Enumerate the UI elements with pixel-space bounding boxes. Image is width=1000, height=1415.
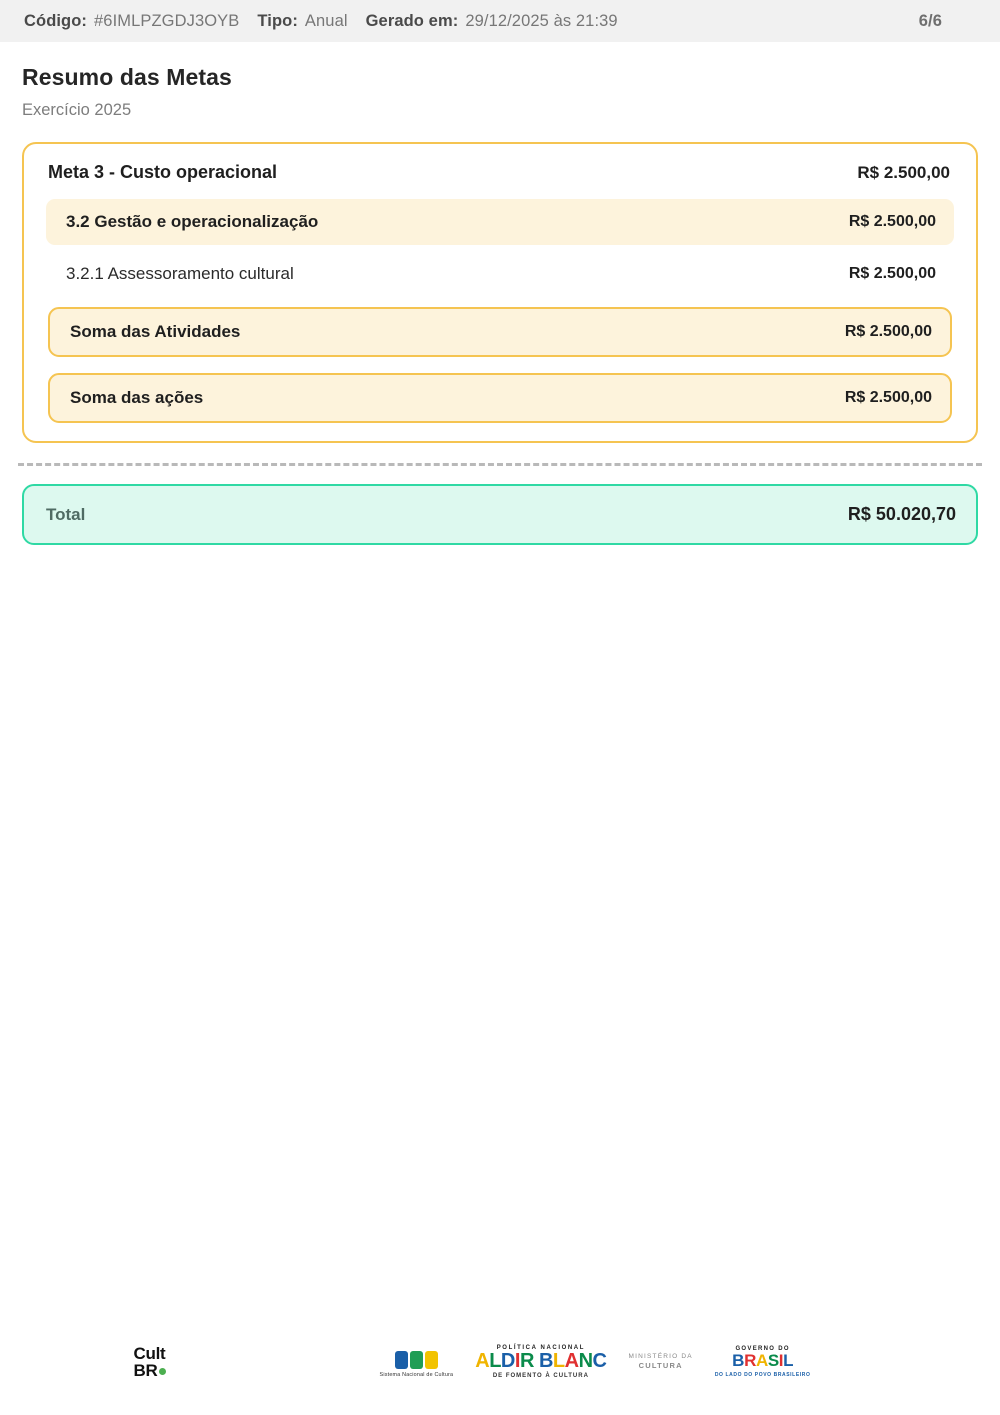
page-subtitle: Exercício 2025: [22, 101, 132, 119]
ministerio-line1: MINISTÉRIO DA: [628, 1353, 693, 1361]
cultbr-dot-icon: [159, 1368, 166, 1375]
aldir-blanc-wordmark: ALDIR BLANC: [475, 1350, 607, 1372]
cultbr-line2: BR: [133, 1361, 158, 1380]
footer-left: [0, 1345, 300, 1380]
total-label: Total: [46, 504, 86, 524]
subgoal-name: 3.2 Gestão e operacionalização: [66, 212, 319, 231]
tipo-value: Anual: [304, 11, 348, 30]
codigo-value: #6IMLPZGDJ3OYB: [94, 11, 240, 30]
page-title: Resumo das Metas: [22, 64, 232, 90]
dashed-divider: [18, 463, 982, 466]
activity-row: [46, 251, 954, 297]
ministerio-cultura-logo: [628, 1353, 692, 1371]
sum-actions-value: R$ 2.500,00: [844, 389, 932, 406]
title-block: [0, 42, 1000, 120]
snc-mark-icon: [395, 1347, 438, 1369]
snc-bar-yellow: [425, 1351, 438, 1369]
sum-activities-value: R$ 2.500,00: [844, 323, 932, 340]
cultbr-logo: [134, 1345, 167, 1380]
total-value: R$ 50.020,70: [847, 504, 956, 524]
gerado-em-value: 29/12/2025 às 21:39: [465, 11, 618, 30]
activity-value: R$ 2.500,00: [848, 265, 936, 282]
sum-actions-label: Soma das ações: [70, 388, 204, 407]
page-indicator: 6/6: [918, 11, 942, 30]
document-header: [0, 0, 1000, 42]
snc-bar-blue: [395, 1351, 408, 1369]
gerado-em-label: Gerado em:: [365, 11, 459, 30]
footer-logos: [300, 1345, 890, 1379]
codigo-label: Código:: [24, 11, 88, 30]
subgoal-row: [46, 199, 954, 245]
document-footer: [0, 1331, 1000, 1393]
snc-caption: Sistema Nacional de Cultura: [379, 1371, 454, 1378]
aldir-blanc-logo: [475, 1345, 606, 1379]
cultbr-line1: Cult: [133, 1343, 166, 1363]
aldir-blanc-sub: DE FOMENTO À CULTURA: [492, 1373, 589, 1379]
governo-top: GOVERNO DO: [735, 1345, 790, 1352]
governo-sub: DO LADO DO POVO BRASILEIRO: [714, 1371, 811, 1378]
snc-bar-green: [410, 1351, 423, 1369]
sum-activities-row: [48, 307, 952, 357]
total-card: [22, 484, 978, 545]
tipo-label: Tipo:: [257, 11, 298, 30]
sum-actions-row: [48, 373, 952, 423]
brasil-wordmark: BRASIL: [732, 1351, 794, 1371]
sum-activities-label: Soma das Atividades: [70, 322, 241, 341]
snc-logo: [380, 1347, 454, 1378]
goal-card: [22, 142, 978, 443]
governo-federal-logo: [715, 1346, 811, 1379]
goal-value: R$ 2.500,00: [857, 162, 950, 182]
subgoal-value: R$ 2.500,00: [848, 213, 936, 230]
cultbr-line2-wrap: [134, 1362, 167, 1379]
goal-header-row: [40, 162, 960, 183]
activity-name: 3.2.1 Assessoramento cultural: [66, 264, 294, 283]
aldir-blanc-top: POLÍTICA NACIONAL: [496, 1345, 586, 1351]
ministerio-line2: CULTURA: [638, 1361, 683, 1371]
goal-name: Meta 3 - Custo operacional: [48, 162, 278, 182]
